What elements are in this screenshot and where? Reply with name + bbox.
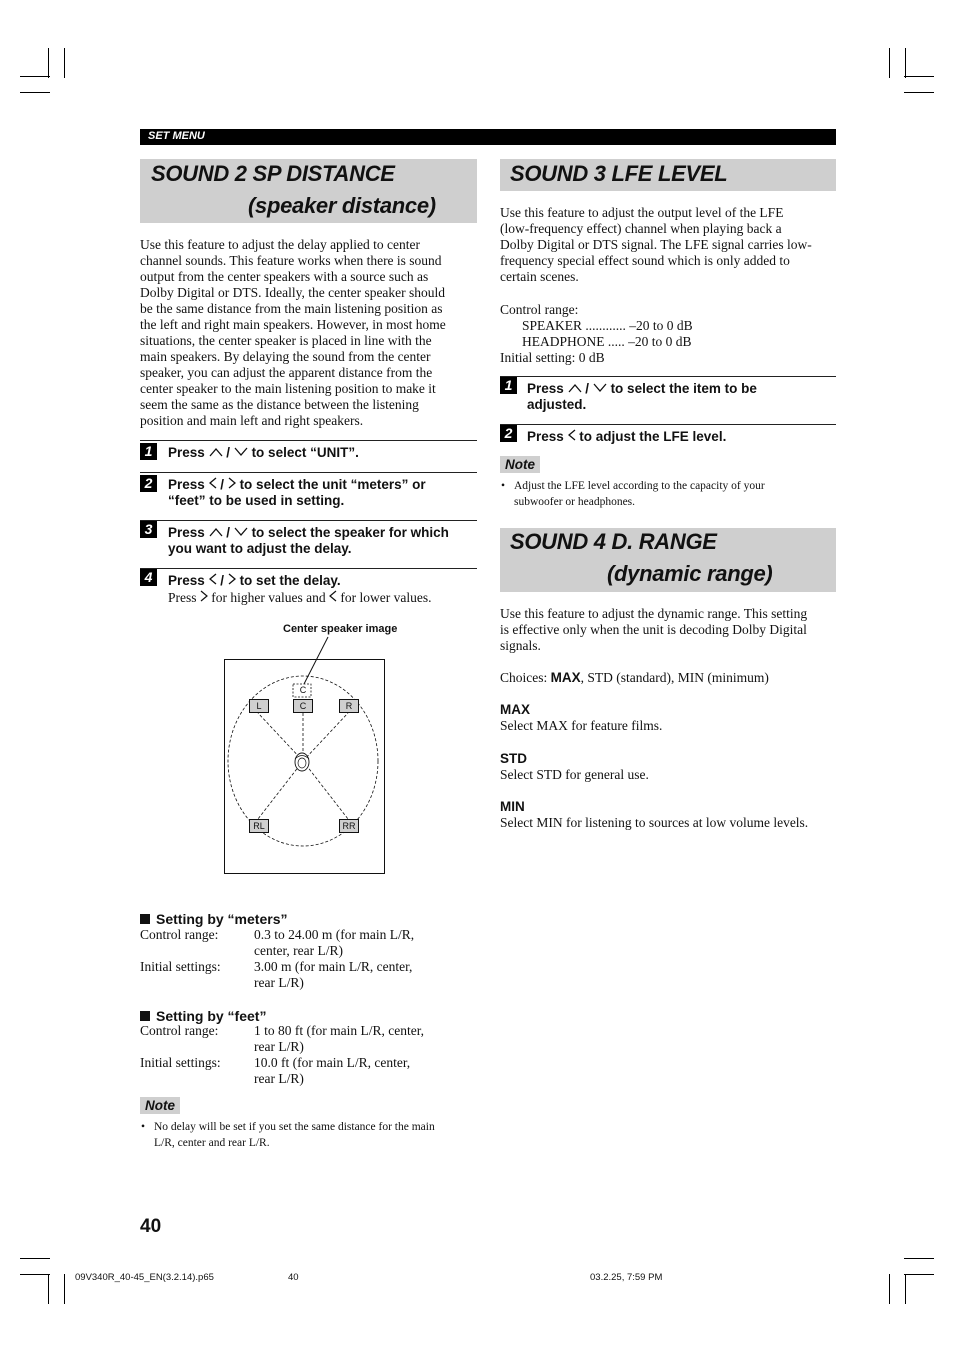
meters-heading: Setting by “meters” (140, 911, 287, 927)
choices-line: Choices: MAX, STD (standard), MIN (minimum) (500, 670, 769, 685)
paragraph-line: Dolby Digital or DTS signal. The LFE signal carries low- (500, 237, 812, 252)
choice-min-heading: MIN (500, 799, 525, 814)
step-divider (140, 568, 477, 569)
listener-icon (293, 751, 311, 773)
choice-max-heading: MAX (500, 702, 530, 717)
paragraph-line: the left and right main speakers. However, in most home (140, 317, 446, 332)
section-subtitle: (speaker distance) (248, 193, 436, 218)
paragraph-line: Use this feature to adjust the output level of the LFE (500, 205, 784, 220)
header-bar (140, 129, 836, 145)
paragraph-line: position and main left and right speakers. (140, 413, 364, 428)
crop-mark (48, 48, 49, 78)
square-bullet-icon (140, 914, 150, 924)
paragraph-line: seem the same as the distance between the listening (140, 397, 419, 412)
speaker-rear-right: RR (339, 819, 359, 833)
meters-initial-label: Initial settings: (140, 959, 221, 974)
choice-min-description: Select MIN for listening to sources at low volume levels. (500, 815, 809, 830)
step-4-text: Press / to set the delay. (168, 573, 341, 588)
crop-mark (20, 1274, 50, 1275)
crop-mark (904, 1274, 934, 1275)
section-title: SOUND 4 D. RANGE (510, 529, 717, 554)
crop-mark (48, 1274, 49, 1304)
page-number: 40 (140, 1216, 162, 1237)
footer-date: 03.2.25, 7:59 PM (590, 1272, 663, 1283)
section-title: SOUND 2 SP DISTANCE (151, 161, 395, 186)
down-arrow-icon (593, 383, 607, 393)
left-arrow-icon (209, 477, 217, 489)
right-arrow-icon (228, 573, 236, 585)
up-arrow-icon (209, 527, 223, 537)
step-number: 3 (140, 521, 157, 538)
crop-mark (64, 1274, 65, 1304)
step-number: 1 (140, 443, 157, 460)
bullet-icon: • (141, 1121, 146, 1133)
feet-initial-value: rear L/R) (254, 1071, 304, 1086)
lfe-step-2-text: Press to adjust the LFE level. (527, 429, 727, 444)
step-number: 1 (500, 377, 517, 394)
down-arrow-icon (234, 447, 248, 457)
sound3-description (500, 205, 840, 285)
speaker-center: C (293, 699, 313, 713)
paragraph-line: (low-frequency effect) channel when playing back a (500, 221, 782, 236)
step-number: 2 (500, 425, 517, 442)
lfe-headphone-range: HEADPHONE ..... –20 to 0 dB (522, 334, 692, 349)
feet-initial-value: 10.0 ft (for main L/R, center, (254, 1055, 411, 1070)
speaker-rear-left: RL (249, 819, 269, 833)
note-label: Note (140, 1097, 180, 1114)
step-number: 4 (140, 569, 157, 586)
paragraph-line: certain scenes. (500, 269, 579, 284)
feet-control-label: Control range: (140, 1023, 219, 1038)
paragraph-line: output from the center speakers with a source such as (140, 269, 429, 284)
meters-control-value: center, rear L/R) (254, 943, 344, 958)
paragraph-line: situations, the center speaker is placed in line with the (140, 333, 432, 348)
crop-mark (20, 1258, 50, 1259)
paragraph-line: is effective only when the unit is decoding Dolby Digital (500, 622, 807, 637)
feet-control-value: rear L/R) (254, 1039, 304, 1054)
lfe-speaker-range: SPEAKER ............ –20 to 0 dB (522, 318, 693, 333)
step-3-text: Press / to select the speaker for which you want to adjust the delay. (168, 525, 449, 556)
right-arrow-icon (200, 590, 208, 602)
choice-max-description: Select MAX for feature films. (500, 718, 663, 733)
step-divider (140, 472, 477, 473)
step-4-detail: Press for higher values and for lower values. (168, 590, 432, 605)
paragraph-line: Use this feature to adjust the delay applied to center (140, 237, 421, 252)
meters-control-label: Control range: (140, 927, 219, 942)
down-arrow-icon (234, 527, 248, 537)
feet-heading: Setting by “feet” (140, 1008, 266, 1024)
right-arrow-icon (228, 477, 236, 489)
note-label: Note (500, 456, 540, 473)
left-arrow-icon (568, 429, 576, 441)
footer-page: 40 (288, 1272, 299, 1283)
bullet-icon: • (501, 480, 506, 492)
note-text: No delay will be set if you set the same distance for the main L/R, center and rear L/R. (154, 1121, 435, 1149)
diagram-caption: Center speaker image (283, 623, 398, 635)
sound4-description (500, 606, 840, 654)
paragraph-line: main speakers. By delaying the sound from the center (140, 349, 431, 364)
step-number: 2 (140, 475, 157, 492)
step-1-text: Press / to select “UNIT”. (168, 445, 359, 460)
crop-mark (20, 92, 50, 93)
choice-std-heading: STD (500, 751, 527, 766)
square-bullet-icon (140, 1011, 150, 1021)
crop-mark (64, 48, 65, 78)
paragraph-line: signals. (500, 638, 541, 653)
lfe-initial-setting: Initial setting: 0 dB (500, 350, 605, 365)
meters-initial-value: rear L/R) (254, 975, 304, 990)
speaker-right: R (339, 699, 359, 713)
left-arrow-icon (209, 573, 217, 585)
crop-mark (904, 1258, 934, 1259)
paragraph-line: center speaker to the main listening position to make it (140, 381, 436, 396)
paragraph-line: be the same distance from the main listening position as (140, 301, 443, 316)
meters-control-value: 0.3 to 24.00 m (for main L/R, (254, 927, 415, 942)
up-arrow-icon (209, 447, 223, 457)
center-image-label: C (299, 685, 307, 695)
step-divider (500, 424, 836, 425)
crop-mark (20, 76, 50, 77)
header-label: SET MENU (148, 130, 205, 142)
crop-mark (905, 48, 906, 78)
crop-mark (905, 1274, 906, 1304)
speaker-left: L (249, 699, 269, 713)
crop-mark (904, 92, 934, 93)
feet-control-value: 1 to 80 ft (for main L/R, center, (254, 1023, 425, 1038)
note-text: Adjust the LFE level according to the capacity of your subwoofer or headphones. (514, 480, 765, 508)
paragraph-line: channel sounds. This feature works when there is sound (140, 253, 442, 268)
paragraph-line: Use this feature to adjust the dynamic range. This setting (500, 606, 808, 621)
footer-file-name: 09V340R_40-45_EN(3.2.14).p65 (75, 1272, 214, 1283)
step-divider (140, 520, 477, 521)
up-arrow-icon (568, 383, 582, 393)
step-2-text: Press / to select the unit “meters” or “feet” to be used in setting. (168, 477, 426, 508)
step-divider (500, 376, 836, 377)
paragraph-line: frequency special effect sound which is only added to (500, 253, 790, 268)
paragraph-line: speaker, you can adjust the apparent distance from the (140, 365, 433, 380)
paragraph-line: Dolby Digital or DTS. Ideally, the center speaker should (140, 285, 446, 300)
choice-std-description: Select STD for general use. (500, 767, 649, 782)
sound2-description (140, 237, 480, 429)
left-arrow-icon (329, 590, 337, 602)
step-divider (140, 440, 477, 441)
crop-mark (904, 76, 934, 77)
crop-mark (889, 48, 890, 78)
feet-initial-label: Initial settings: (140, 1055, 221, 1070)
lfe-control-label: Control range: (500, 302, 579, 317)
crop-mark (889, 1274, 890, 1304)
section-subtitle: (dynamic range) (607, 561, 773, 586)
lfe-step-1-text: Press / to select the item to be adjusted. (527, 381, 757, 412)
meters-initial-value: 3.00 m (for main L/R, center, (254, 959, 413, 974)
section-title: SOUND 3 LFE LEVEL (510, 161, 728, 186)
